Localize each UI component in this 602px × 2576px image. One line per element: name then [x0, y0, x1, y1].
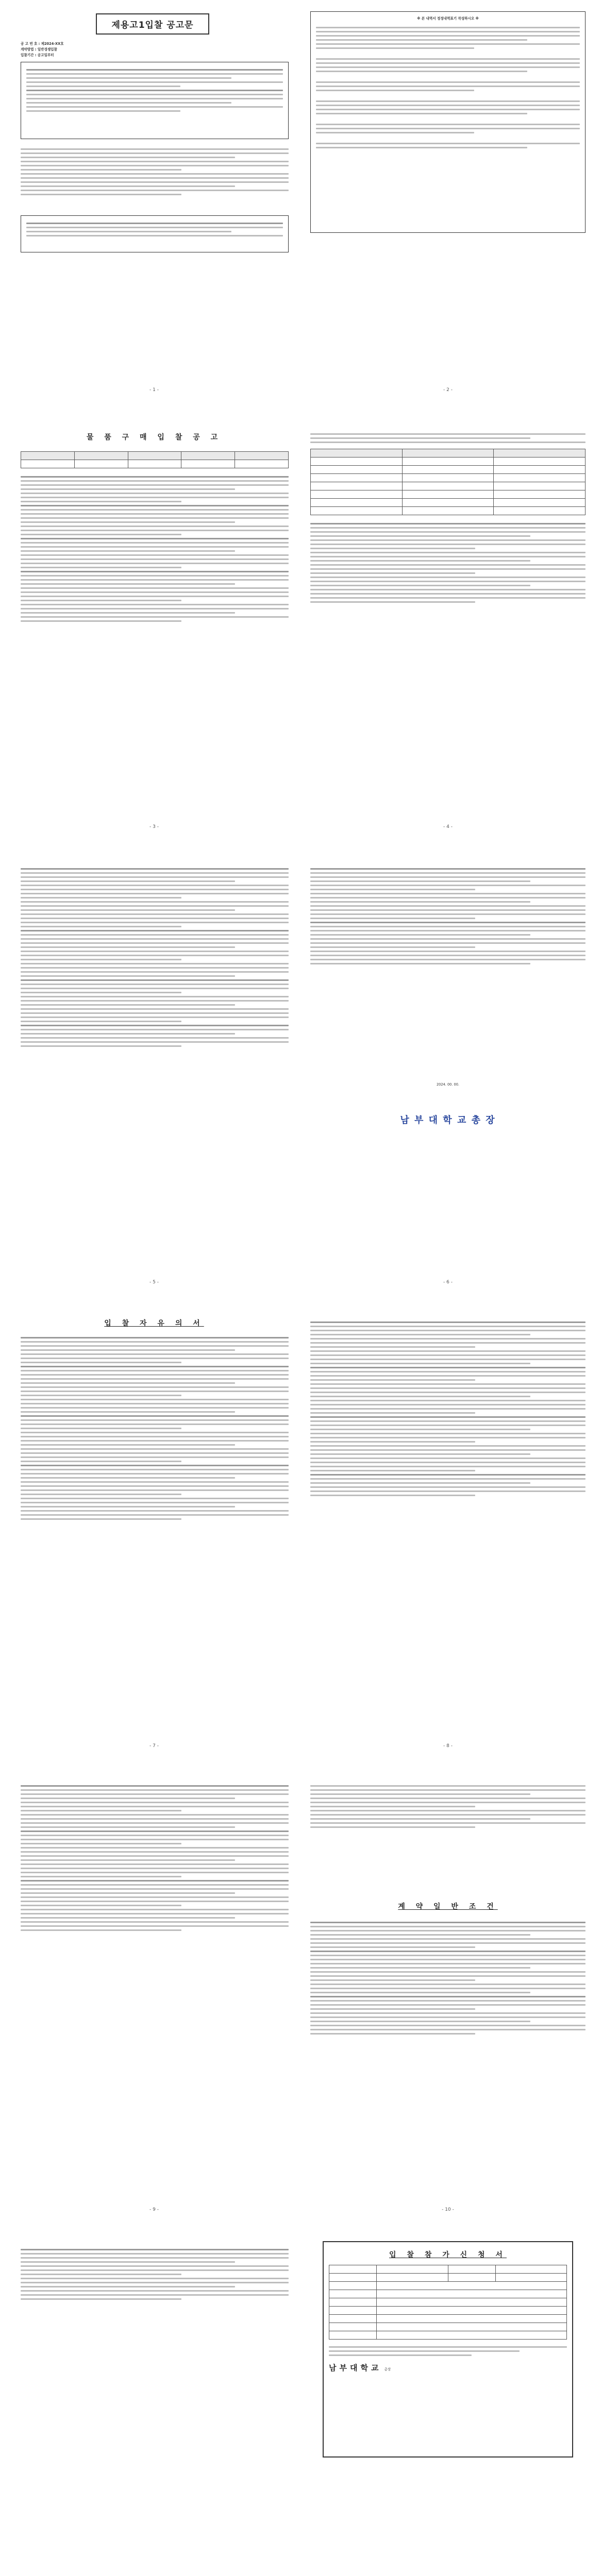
page-3: [8, 420, 300, 833]
page-number: - 10 -: [442, 2207, 454, 2212]
page-number: - 4 -: [443, 824, 453, 829]
contact-box: [21, 215, 289, 252]
page-9: [8, 1772, 300, 2215]
page-number: - 8 -: [443, 1743, 453, 1749]
page-8: [302, 1309, 594, 1752]
issuer-name: 남 부 대 학 교 총 장: [400, 1115, 496, 1126]
notice-date: 2024. 00. 00.: [436, 1082, 460, 1087]
recipient-name: 남부대학교: [329, 2363, 382, 2372]
notice-box: [21, 62, 289, 139]
lead-line-1: 공 고 번 호 : 제2024-XX호: [21, 42, 64, 46]
page-7: [8, 1309, 300, 1752]
page-number: - 5 -: [149, 1280, 159, 1285]
box-title: ※ 본 내역서 정정내역표기 작성하시오 ※: [417, 16, 479, 21]
recipient-suffix: 총장: [384, 2367, 391, 2371]
section-title: 계 약 일 반 조 건: [398, 1903, 498, 1911]
instruction-box: [310, 11, 586, 233]
lead-line-3: 입찰기간 : 공고일부터: [21, 53, 54, 57]
page-1: [8, 4, 300, 396]
page-number: - 3 -: [149, 824, 159, 829]
form-title: 입 찰 참 가 신 청 서: [389, 2251, 507, 2259]
page-number: - 7 -: [149, 1743, 159, 1749]
bid-summary-table: [21, 451, 289, 468]
page-6: [302, 855, 594, 1288]
page-11: [8, 2236, 300, 2576]
page-10: [302, 1772, 594, 2215]
application-form: [323, 2241, 573, 2458]
page-5: [8, 855, 300, 1288]
page-12: [302, 2236, 594, 2576]
lead-line-2: 계약방법 : 일반경쟁입찰: [21, 47, 57, 52]
page-title: 입 찰 자 유 의 서: [104, 1319, 204, 1328]
page-number: - 1 -: [149, 387, 159, 393]
page-4: [302, 420, 594, 833]
page-number: - 6 -: [443, 1280, 453, 1285]
application-table: [329, 2265, 567, 2340]
page-title: 물 품 구 매 입 찰 공 고: [86, 433, 222, 442]
page-number: - 2 -: [443, 387, 453, 393]
schedule-table: [310, 449, 586, 515]
page-title: 제용고1입찰 공고문: [96, 13, 209, 35]
page-2: [302, 4, 594, 396]
page-number: - 9 -: [149, 2207, 159, 2212]
